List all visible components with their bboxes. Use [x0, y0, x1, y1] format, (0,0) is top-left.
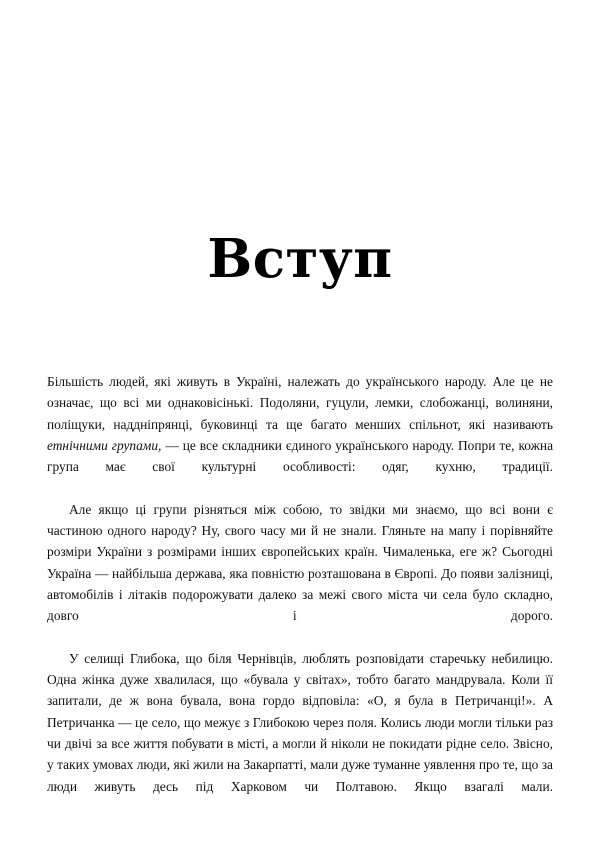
- text-run: Але якщо ці групи різняться між собою, то звідки ми знаємо, що всі вони є частиною одного народу? Ну, свого часу ми й не знали. Гляньте на мапу і порівняйте розміри України з розмірами інших європейських країн. Чималенька, еге ж? Сьогодні Україна — найбільша держава, яка повністю розташована в Європі. До появи залізниці, автомобілів і літаків подорожувати далеко за межі свого міста чи села було складно, довго і дорого.: [47, 501, 553, 624]
- text-run: У селищі Глибока, що біля Чернівців, люблять розповідати старечьку небилицю. Одна жінка дуже хвалилася, що «бувала у світах», тобто багато мандрувала. Коли її запитали, де ж вона бувала, вона гордо відповіла: «О, я була в Петричанці!». А Петричанка — це село, що межує з Глибокою через поля. Колись люди могли тільки раз чи двічі за все життя побувати в місті, а могли й ніколи не покидати рідне село. Звісно, у таких умовах люди, які жили на Закарпатті, мали дуже туманне уявлення про те, що за люди живуть десь під Харковом чи Полтавою. Якщо взагалі мали.: [47, 650, 553, 794]
- body-text-block: [47, 371, 553, 818]
- page-title: Вступ: [207, 228, 393, 290]
- text-run: — це все складники єдиного українського народу. Попри те, кожна група має свої культурні особливості: одяг, кухню, традиції.: [47, 437, 554, 475]
- body-paragraph: [47, 648, 553, 818]
- body-paragraph: [47, 371, 553, 499]
- body-paragraph: [47, 499, 553, 648]
- emphasised-term: етнічними групами,: [47, 437, 162, 453]
- text-run: Більшість людей, які живуть в Україні, належать до українського народу. Але це не означає, що всі ми однаковісінькі. Подоляни, гуцули, лемки, слобожанці, волиняни, поліщуки, наддніпрянці, буковинці та ще багато менших спільнот, які називають: [47, 374, 553, 432]
